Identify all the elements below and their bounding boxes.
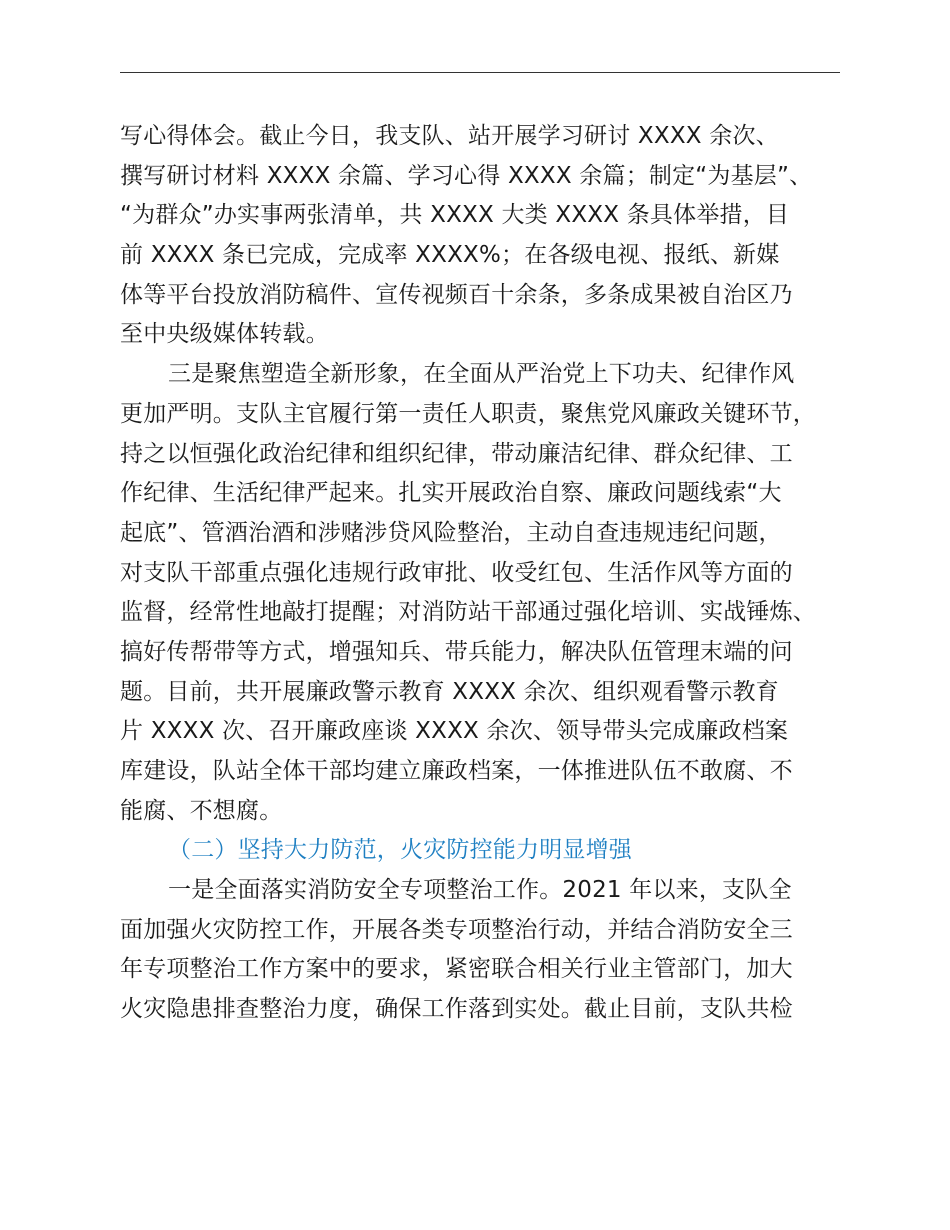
- body-line: 搞好传帮带等方式，增强知兵、带兵能力，解决队伍管理末端的问: [120, 638, 793, 665]
- body-line: 题。目前，共开展廉政警示教育 XXXX 余次、组织观看警示教育: [120, 678, 779, 705]
- body-line: 库建设，队站全体干部均建立廉政档案，一体推进队伍不敢腐、不: [120, 758, 793, 784]
- body-line: 前 XXXX 条已完成，完成率 XXXX%；在各级电视、报纸、新媒: [120, 242, 780, 269]
- body-line: 能腐、不想腐。: [120, 797, 283, 824]
- body-line: 起底”、管酒治酒和涉赌涉贷风险整治，主动自查违规违纪问题，: [120, 519, 782, 546]
- body-line: 对支队干部重点强化违规行政审批、收受红包、生活作风等方面的: [120, 559, 793, 586]
- body-line: 面加强火灾防控工作，开展各类专项整治行动，并结合消防安全三: [120, 916, 793, 943]
- body-line: 作纪律、生活纪律严起来。扎实开展政治自察、廉政问题线索“大: [120, 480, 782, 507]
- body-line: 更加严明。支队主官履行第一责任人职责，聚焦党风廉政关键环节，: [120, 400, 816, 427]
- paragraph-start-line: 一是全面落实消防安全专项整治工作。2021 年以来，支队全: [168, 877, 792, 904]
- body-line: 片 XXXX 次、召开廉政座谈 XXXX 余次、领导带头完成廉政档案: [120, 718, 789, 745]
- body-line: 火灾隐患排查整治力度，确保工作落到实处。截止目前，支队共检: [120, 996, 793, 1023]
- body-line: “为群众”办实事两张清单，共 XXXX 大类 XXXX 条具体举措，目: [120, 202, 790, 229]
- body-line: 至中央级媒体转载。: [120, 321, 329, 348]
- body-line: 写心得体会。截止今日，我支队、站开展学习研讨 XXXX 余次、: [120, 123, 779, 149]
- body-line: 体等平台投放消防稿件、宣传视频百十余条，多条成果被自治区乃: [120, 281, 793, 308]
- body-line: 撰写研讨材料 XXXX 余篇、学习心得 XXXX 余篇；制定“为基层”、: [120, 162, 813, 189]
- document-body: [120, 117, 856, 1030]
- section-heading: （二）坚持大力防范，火灾防控能力明显增强: [168, 837, 632, 864]
- paragraph-start-line: 三是聚焦塑造全新形象，在全面从严治党上下功夫、纪律作风: [168, 361, 795, 388]
- header-rule: [120, 72, 840, 73]
- body-line: 监督，经常性地敲打提醒；对消防站干部通过强化培训、实战锤炼、: [120, 599, 816, 626]
- body-line: 年专项整治工作方案中的要求，紧密联合相关行业主管部门，加大: [120, 956, 793, 983]
- body-line: 持之以恒强化政治纪律和组织纪律，带动廉洁纪律、群众纪律、工: [120, 440, 793, 467]
